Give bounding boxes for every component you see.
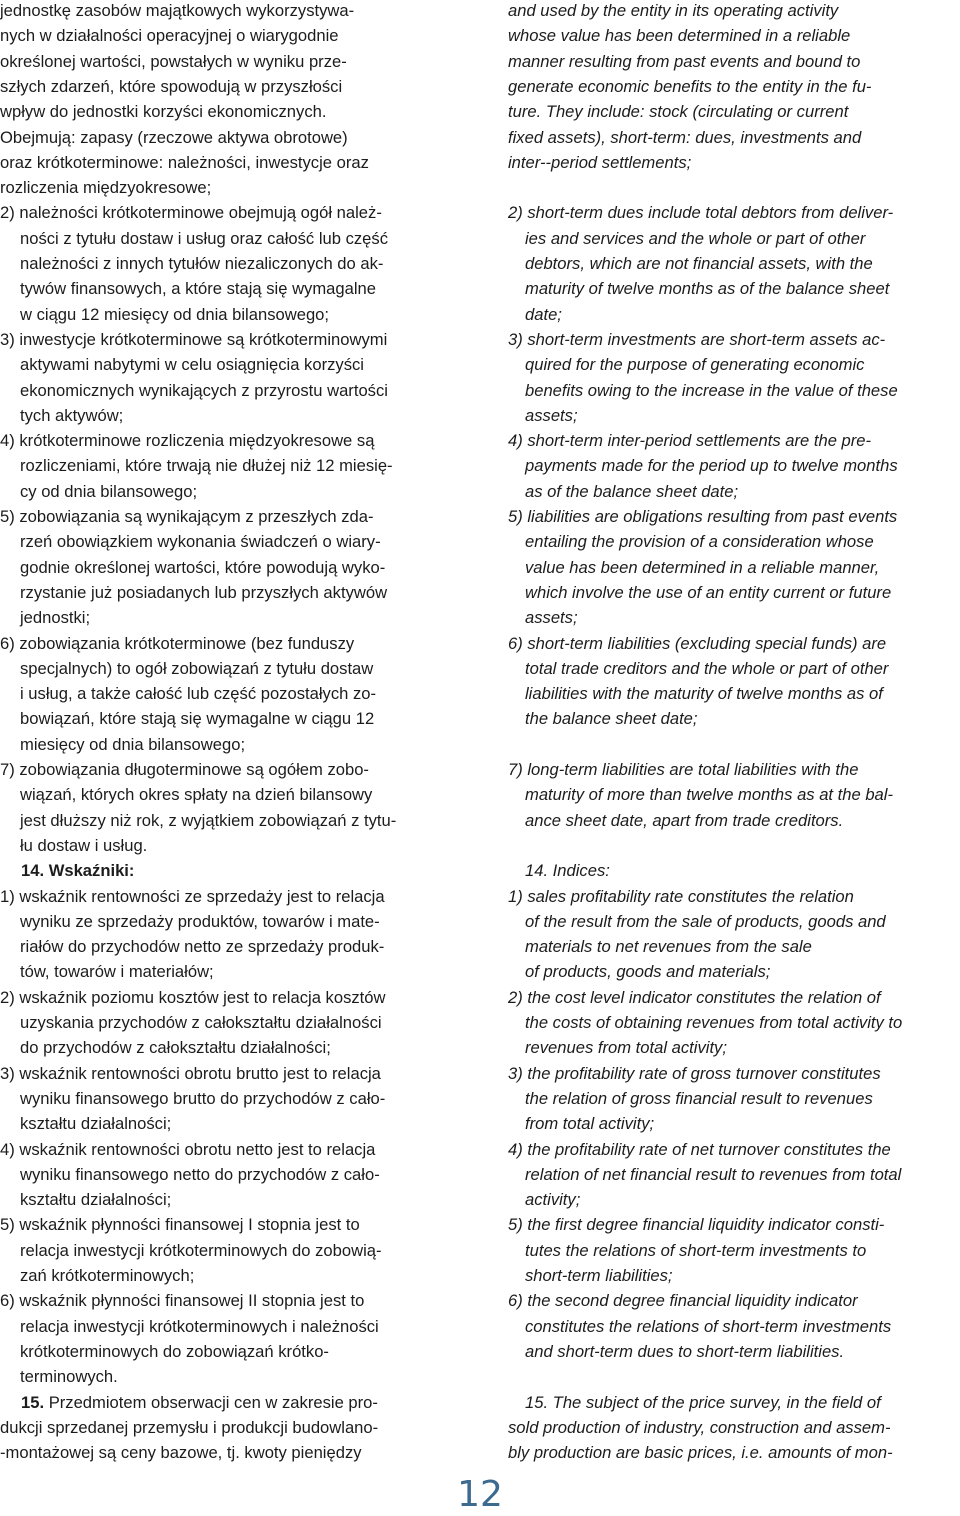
col-left-line: krótkoterminowych do zobowiązań krótko- bbox=[20, 1341, 329, 1361]
col-right-line: liabilities with the maturity of twelve months as of bbox=[525, 684, 883, 704]
col-right-line: 6) short-term liabilities (excluding special funds) are bbox=[508, 633, 887, 653]
col-right-line: of products, goods and materials; bbox=[525, 962, 771, 982]
col-right-line: 1) sales profitability rate constitutes the relation bbox=[508, 886, 854, 906]
col-right-line: benefits owing to the increase in the value of these bbox=[525, 380, 898, 400]
col-left-line: tywów finansowych, a które stają się wymagalne bbox=[20, 279, 377, 299]
col-left-line: Obejmują: zapasy (rzeczowe aktywa obrotowe) bbox=[0, 127, 348, 147]
col-right-line: value has been determined in a reliable manner, bbox=[525, 557, 880, 577]
col-right-line: ture. They include: stock (circulating or current bbox=[508, 102, 849, 122]
col-right-line: and short-term dues to short-term liabilities. bbox=[525, 1341, 845, 1361]
col-left-line: relacja inwestycji krótkoterminowych do zobowią- bbox=[20, 1240, 382, 1260]
col-left-line: bowiązań, które stają się wymagalne w ciągu 12 bbox=[20, 709, 375, 729]
col-left-line: 4) wskaźnik rentowności obrotu netto jest to relacja bbox=[0, 1139, 376, 1159]
col-right-line: whose value has been determined in a reliable bbox=[508, 26, 851, 46]
col-right-line: relation of net financial result to revenues from total bbox=[525, 1164, 902, 1184]
col-left-line: wpływ do jednostki korzyści ekonomicznych. bbox=[0, 102, 327, 122]
col-right-line: 15. The subject of the price survey, in the field of bbox=[525, 1392, 881, 1412]
col-left-line: ekonomicznych wynikających z przyrostu wartości bbox=[20, 380, 388, 400]
col-left-line: jednostkę zasobów majątkowych wykorzystywa- bbox=[0, 1, 355, 20]
col-left-line: tów, towarów i materiałów; bbox=[20, 962, 214, 982]
col-right-line: debtors, which are not financial assets, with the bbox=[525, 254, 873, 273]
col-right-line: ance sheet date, apart from trade creditors. bbox=[525, 810, 844, 830]
col-left-line: riałów do przychodów netto ze sprzedaży produk- bbox=[20, 937, 385, 957]
col-right-line: manner resulting from past events and bound to bbox=[508, 51, 861, 71]
col-right-line: assets; bbox=[525, 405, 578, 425]
col-right-line: 4) short-term inter-period settlements are the pre- bbox=[508, 431, 872, 451]
col-right-line: revenues from total activity; bbox=[525, 1038, 727, 1058]
col-right-line: of the result from the sale of products, goods and bbox=[525, 911, 886, 931]
col-right-line: total trade creditors and the whole or part of other bbox=[525, 658, 889, 678]
col-right-line: bly production are basic prices, i.e. amounts of mon- bbox=[508, 1443, 893, 1463]
col-left-line: 1) wskaźnik rentowności ze sprzedaży jest to relacja bbox=[0, 886, 385, 906]
col-right-line: constitutes the relations of short-term investments bbox=[525, 1316, 892, 1336]
col-left-line: kształtu działalności; bbox=[20, 1190, 172, 1210]
col-right-line: payments made for the period up to twelve months bbox=[525, 456, 898, 476]
col-right-line: 5) liabilities are obligations resulting from past events bbox=[508, 507, 898, 526]
col-left-line: 15. Przedmiotem obserwacji cen w zakresie pro- bbox=[21, 1392, 378, 1412]
col-left-line: uzyskania przychodów z całokształtu działalności bbox=[20, 1013, 382, 1032]
col-left-line: 5) zobowiązania są wynikającym z przeszłych zda- bbox=[0, 507, 374, 526]
col-left-line: określonej wartości, powstałych w wyniku prze- bbox=[0, 51, 347, 71]
col-right-line: quired for the purpose of generating economic bbox=[525, 355, 865, 375]
col-right-line: and used by the entity in its operating activity bbox=[508, 1, 839, 20]
col-right-line: 3) the profitability rate of gross turnover constitutes bbox=[508, 1063, 881, 1083]
col-right-line: 2) short-term dues include total debtors from deliver- bbox=[508, 203, 894, 223]
col-right-line: generate economic benefits to the entity in the fu- bbox=[508, 76, 872, 96]
col-left-line: 4) krótkoterminowe rozliczenia międzyokresowe są bbox=[0, 431, 375, 451]
col-left-line: rozliczenia międzyokresowe; bbox=[0, 178, 212, 198]
col-left-line: -montażowej są ceny bazowe, tj. kwoty pieniędzy bbox=[0, 1443, 362, 1463]
col-right-line: tutes the relations of short-term investments to bbox=[525, 1240, 867, 1260]
col-right-line: as of the balance sheet date; bbox=[525, 481, 739, 501]
col-right-line: 6) the second degree financial liquidity indicator bbox=[508, 1291, 858, 1311]
col-left-line: 6) zobowiązania krótkoterminowe (bez funduszy bbox=[0, 633, 355, 653]
col-right-line: from total activity; bbox=[525, 1114, 655, 1134]
col-left-line: 7) zobowiązania długoterminowe są ogółem zobo- bbox=[0, 760, 369, 779]
col-left-line: należności z innych tytułów niezaliczonych do ak- bbox=[20, 254, 384, 273]
col-right-line: the balance sheet date; bbox=[525, 709, 698, 729]
col-right-line: 7) long-term liabilities are total liabilities with the bbox=[508, 760, 859, 779]
col-left-line: i usług, a także całość lub część pozostałych zo- bbox=[20, 684, 377, 704]
col-left-line: wyniku finansowego brutto do przychodów z cało- bbox=[20, 1088, 386, 1108]
col-left-line: 3) wskaźnik rentowności obrotu brutto jest to relacja bbox=[0, 1063, 381, 1083]
col-right-line: maturity of more than twelve months as at the bal- bbox=[525, 785, 893, 805]
col-left-line: aktywami nabytymi w celu osiągnięcia korzyści bbox=[20, 355, 364, 375]
col-left-line: kształtu działalności; bbox=[20, 1114, 172, 1134]
col-right-line: the costs of obtaining revenues from total activity to bbox=[525, 1013, 903, 1032]
col-right-line: 3) short-term investments are short-term assets ac- bbox=[508, 329, 886, 349]
col-left-line: terminowych. bbox=[20, 1367, 118, 1387]
col-left-line: rozliczeniami, które trwają nie dłużej niż 12 miesię- bbox=[20, 456, 393, 476]
col-right-line: which involve the use of an entity current or future bbox=[525, 582, 892, 602]
col-right-line: inter--period settlements; bbox=[508, 152, 692, 172]
page-number: 12 bbox=[457, 1474, 503, 1515]
col-left-line: oraz krótkoterminowe: należności, inwestycje oraz bbox=[0, 152, 369, 172]
col-right-line: 4) the profitability rate of net turnover constitutes the bbox=[508, 1139, 891, 1159]
col-left-line: rzeń obowiązkiem wykonania świadczeń o wiary- bbox=[20, 532, 381, 552]
col-left-line: tych aktywów; bbox=[20, 405, 124, 425]
col-left-line: 2) wskaźnik poziomu kosztów jest to relacja kosztów bbox=[0, 987, 386, 1007]
col-right-line: entailing the provision of a consideration whose bbox=[525, 532, 874, 552]
col-left-line: 14. Wskaźniki: bbox=[21, 861, 135, 881]
col-left-line: specjalnych) to ogół zobowiązań z tytułu dostaw bbox=[20, 658, 374, 678]
col-right-line: 14. Indices: bbox=[525, 861, 610, 881]
col-left-line: rzystanie już posiadanych lub przyszłych aktywów bbox=[20, 582, 388, 602]
col-right-line: short-term liabilities; bbox=[525, 1266, 673, 1285]
col-left-line: ności z tytułu dostaw i usług oraz całość lub część bbox=[20, 228, 388, 248]
col-left-line: do przychodów z całokształtu działalności; bbox=[20, 1038, 331, 1058]
col-right-line: fixed assets), short-term: dues, investments and bbox=[508, 127, 862, 147]
col-left-line: jednostki; bbox=[20, 608, 91, 628]
col-right-line: 2) the cost level indicator constitutes the relation of bbox=[508, 987, 881, 1007]
section-number: 15. bbox=[21, 1392, 45, 1412]
col-left-line: wiązań, których okres spłaty na dzień bilansowy bbox=[20, 785, 373, 805]
col-left-line: 5) wskaźnik płynności finansowej I stopnia jest to bbox=[0, 1215, 360, 1235]
col-left-line: wyniku ze sprzedaży produktów, towarów i mate- bbox=[20, 911, 380, 931]
col-right-line: activity; bbox=[525, 1190, 581, 1210]
col-left-line: godnie określonej wartości, które powodują wyko- bbox=[20, 557, 386, 577]
col-left-line: w ciągu 12 miesięcy od dnia bilansowego; bbox=[20, 304, 330, 324]
col-left-line: relacja inwestycji krótkoterminowych i należności bbox=[20, 1316, 379, 1336]
col-left-line: wyniku finansowego netto do przychodów z cało- bbox=[20, 1164, 380, 1184]
col-left-line: łu dostaw i usług. bbox=[20, 835, 148, 855]
section-number: 14. bbox=[21, 861, 45, 881]
col-left-line: zań krótkoterminowych; bbox=[20, 1266, 195, 1285]
col-left-line: nych w działalności operacyjnej o wiarygodnie bbox=[0, 26, 339, 46]
col-right-line: assets; bbox=[525, 608, 578, 628]
col-right-line: 5) the first degree financial liquidity indicator consti- bbox=[508, 1215, 885, 1235]
col-left-line: cy od dnia bilansowego; bbox=[20, 481, 198, 501]
col-left-line: jest dłuższy niż rok, z wyjątkiem zobowiązań z tytu- bbox=[20, 810, 397, 830]
col-right-line: materials to net revenues from the sale bbox=[525, 937, 812, 957]
col-right-line: the relation of gross financial result to revenues bbox=[525, 1088, 873, 1108]
col-right-line: sold production of industry, construction and assem- bbox=[508, 1417, 891, 1437]
col-left-line: dukcji sprzedanej przemysłu i produkcji budowlano- bbox=[0, 1417, 379, 1437]
col-left-line: 3) inwestycje krótkoterminowe są krótkoterminowymi bbox=[0, 329, 388, 349]
col-left-line: miesięcy od dnia bilansowego; bbox=[20, 734, 246, 754]
col-left-line: szłych zdarzeń, które spowodują w przyszłości bbox=[0, 76, 343, 96]
col-left-line: 2) należności krótkoterminowe obejmują ogół należ- bbox=[0, 203, 382, 223]
col-right-line: ies and services and the whole or part of other bbox=[525, 228, 866, 248]
col-left-line: 6) wskaźnik płynności finansowej II stopnia jest to bbox=[0, 1291, 365, 1311]
col-right-line: maturity of twelve months as of the balance sheet bbox=[525, 279, 890, 299]
col-right-line: date; bbox=[525, 304, 562, 324]
